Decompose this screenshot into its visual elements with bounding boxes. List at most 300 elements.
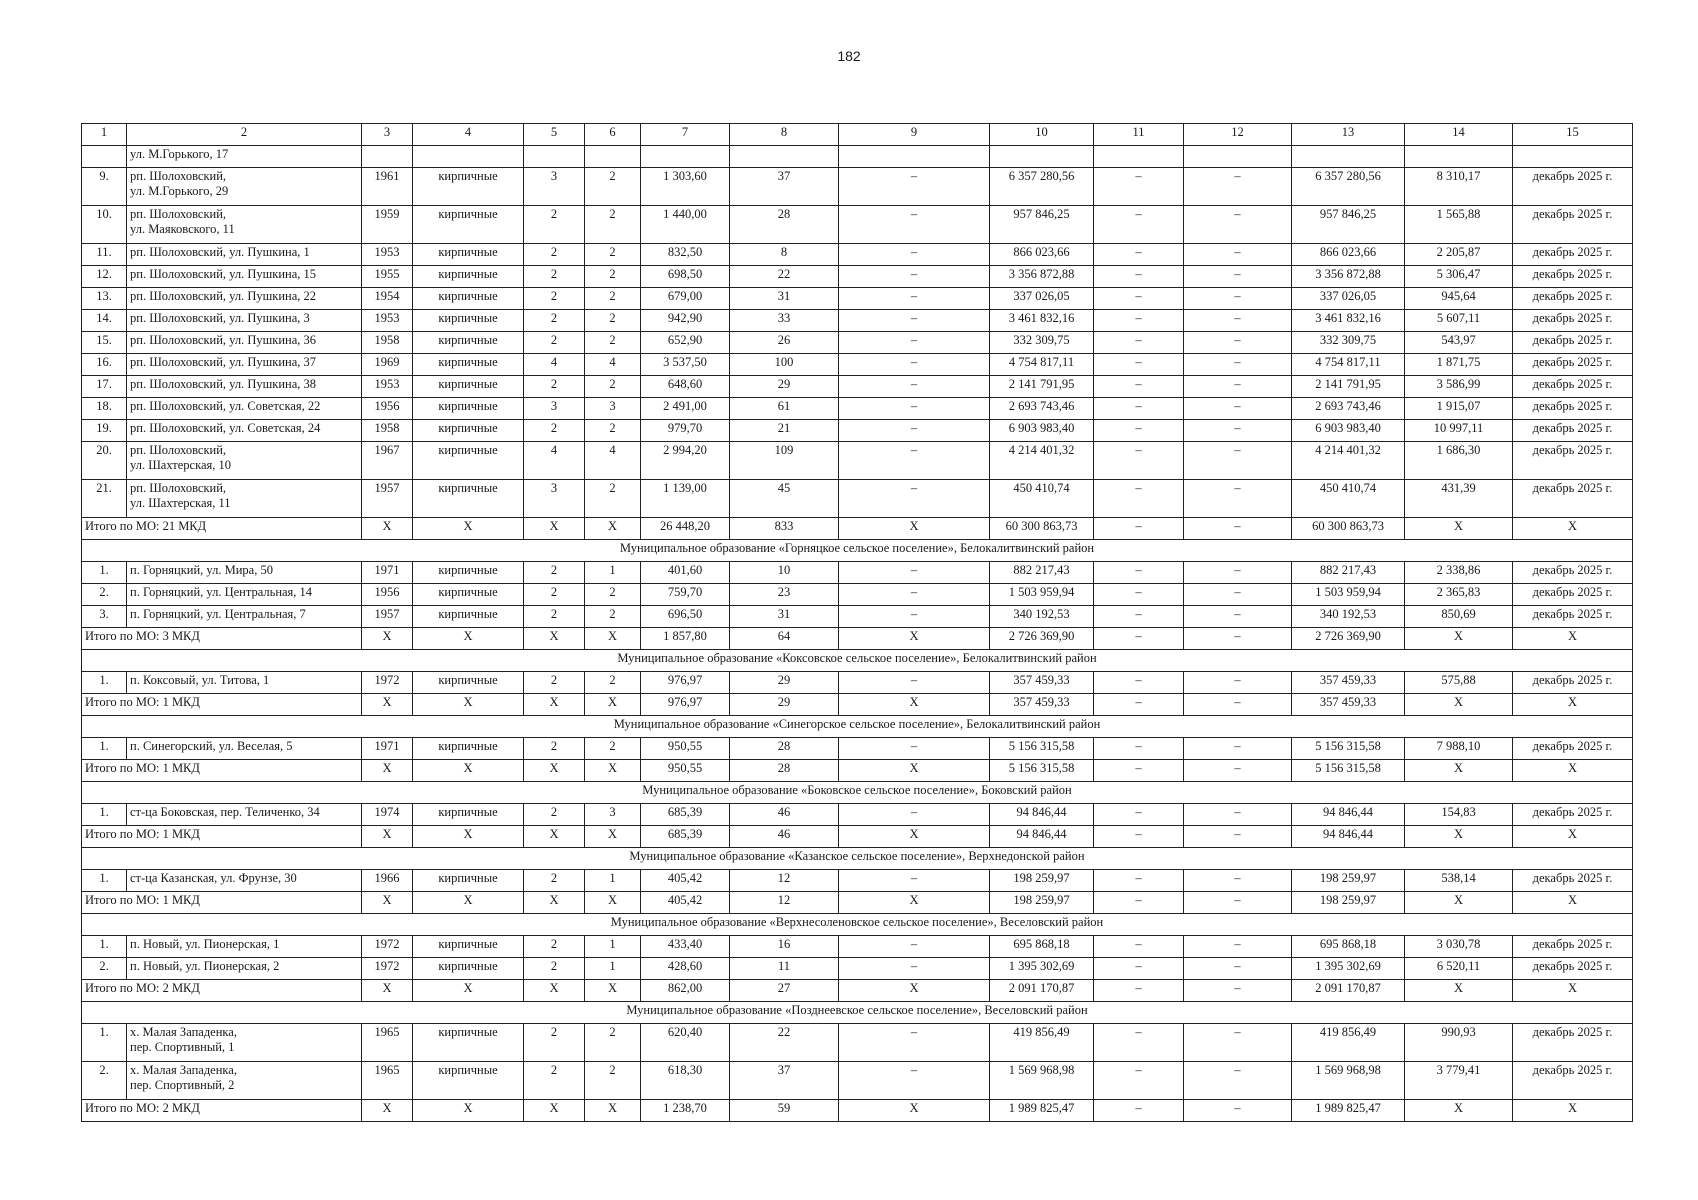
deadline-cell: декабрь 2025 г. bbox=[1513, 562, 1633, 584]
cost-cell: 198 259,97 bbox=[990, 892, 1094, 914]
address-cell: рп. Шолоховский, ул. Пушкина, 1 bbox=[127, 244, 362, 266]
column-number-7: 7 bbox=[641, 124, 730, 146]
col11-cell: – bbox=[1094, 892, 1184, 914]
deadline-cell: X bbox=[1513, 980, 1633, 1002]
area-cell: 862,00 bbox=[641, 980, 730, 1002]
col12-cell: – bbox=[1184, 1024, 1292, 1062]
col14-cell: 3 586,99 bbox=[1405, 376, 1513, 398]
row-number: 14. bbox=[82, 310, 127, 332]
col11-cell: – bbox=[1094, 1062, 1184, 1100]
cost-cell: 4 754 817,11 bbox=[990, 354, 1094, 376]
floors-cell: X bbox=[524, 694, 585, 716]
wall-material-cell: кирпичные bbox=[413, 354, 524, 376]
col12-cell: – bbox=[1184, 628, 1292, 650]
residents-cell: 109 bbox=[730, 442, 839, 480]
table-row bbox=[82, 584, 1633, 606]
address-cell: рп. Шолоховский, ул. Советская, 24 bbox=[127, 420, 362, 442]
area-cell: 428,60 bbox=[641, 958, 730, 980]
address-cell: рп. Шолоховский, ул. Пушкина, 38 bbox=[127, 376, 362, 398]
cost-cell: 357 459,33 bbox=[990, 694, 1094, 716]
col9-cell: – bbox=[839, 442, 990, 480]
table-row bbox=[82, 672, 1633, 694]
col12-cell: – bbox=[1184, 168, 1292, 206]
floors-cell: 2 bbox=[524, 584, 585, 606]
entrances-cell: X bbox=[585, 1100, 641, 1122]
row-number: 1. bbox=[82, 936, 127, 958]
col13-cell: 695 868,18 bbox=[1292, 936, 1405, 958]
empty-cell bbox=[362, 146, 413, 168]
floors-cell: 2 bbox=[524, 562, 585, 584]
deadline-cell: декабрь 2025 г. bbox=[1513, 376, 1633, 398]
residents-cell: 46 bbox=[730, 804, 839, 826]
deadline-cell: декабрь 2025 г. bbox=[1513, 606, 1633, 628]
residents-cell: 61 bbox=[730, 398, 839, 420]
col14-cell: 1 915,07 bbox=[1405, 398, 1513, 420]
floors-cell: 2 bbox=[524, 672, 585, 694]
deadline-cell: декабрь 2025 г. bbox=[1513, 354, 1633, 376]
wall-material-cell: X bbox=[413, 892, 524, 914]
col13-cell: 357 459,33 bbox=[1292, 672, 1405, 694]
table-row bbox=[82, 310, 1633, 332]
column-number-13: 13 bbox=[1292, 124, 1405, 146]
column-number-12: 12 bbox=[1184, 124, 1292, 146]
table-row bbox=[82, 1062, 1633, 1100]
floors-cell: 2 bbox=[524, 288, 585, 310]
col11-cell: – bbox=[1094, 1024, 1184, 1062]
year-cell: 1953 bbox=[362, 376, 413, 398]
col11-cell: – bbox=[1094, 398, 1184, 420]
wall-material-cell: кирпичные bbox=[413, 376, 524, 398]
floors-cell: 2 bbox=[524, 958, 585, 980]
col13-cell: 882 217,43 bbox=[1292, 562, 1405, 584]
col11-cell: – bbox=[1094, 958, 1184, 980]
year-cell: X bbox=[362, 518, 413, 540]
municipality-title: Муниципальное образование «Коксовское сельское поселение», Белокалитвинский район bbox=[82, 650, 1633, 672]
cost-cell: 60 300 863,73 bbox=[990, 518, 1094, 540]
municipality-section-row bbox=[82, 540, 1633, 562]
entrances-cell: 2 bbox=[585, 288, 641, 310]
empty-cell bbox=[1184, 146, 1292, 168]
area-cell: 942,90 bbox=[641, 310, 730, 332]
deadline-cell: X bbox=[1513, 760, 1633, 782]
col11-cell: – bbox=[1094, 738, 1184, 760]
column-number-row bbox=[82, 124, 1633, 146]
floors-cell: 2 bbox=[524, 376, 585, 398]
year-cell: 1956 bbox=[362, 584, 413, 606]
year-cell: 1959 bbox=[362, 206, 413, 244]
empty-cell bbox=[1292, 146, 1405, 168]
col9-cell: X bbox=[839, 518, 990, 540]
total-label: Итого по МО: 1 МКД bbox=[82, 694, 362, 716]
municipality-title: Муниципальное образование «Казанское сельское поселение», Верхнедонской район bbox=[82, 848, 1633, 870]
col12-cell: – bbox=[1184, 738, 1292, 760]
col13-cell: 94 846,44 bbox=[1292, 826, 1405, 848]
col11-cell: – bbox=[1094, 288, 1184, 310]
year-cell: 1961 bbox=[362, 168, 413, 206]
col14-cell: X bbox=[1405, 826, 1513, 848]
col14-cell: 1 871,75 bbox=[1405, 354, 1513, 376]
cost-cell: 1 569 968,98 bbox=[990, 1062, 1094, 1100]
col11-cell: – bbox=[1094, 206, 1184, 244]
residents-cell: 23 bbox=[730, 584, 839, 606]
cost-cell: 957 846,25 bbox=[990, 206, 1094, 244]
row-number: 2. bbox=[82, 584, 127, 606]
cost-cell: 94 846,44 bbox=[990, 826, 1094, 848]
col9-cell: – bbox=[839, 1062, 990, 1100]
col13-cell: 1 503 959,94 bbox=[1292, 584, 1405, 606]
cost-cell: 2 693 743,46 bbox=[990, 398, 1094, 420]
cost-cell: 2 726 369,90 bbox=[990, 628, 1094, 650]
entrances-cell: X bbox=[585, 628, 641, 650]
total-label: Итого по МО: 2 МКД bbox=[82, 1100, 362, 1122]
col12-cell: – bbox=[1184, 442, 1292, 480]
entrances-cell: 2 bbox=[585, 1024, 641, 1062]
address-cell: п. Коксовый, ул. Титова, 1 bbox=[127, 672, 362, 694]
floors-cell: 2 bbox=[524, 332, 585, 354]
col14-cell: X bbox=[1405, 760, 1513, 782]
cost-cell: 695 868,18 bbox=[990, 936, 1094, 958]
total-label: Итого по МО: 3 МКД bbox=[82, 628, 362, 650]
col11-cell: – bbox=[1094, 936, 1184, 958]
col9-cell: – bbox=[839, 562, 990, 584]
wall-material-cell: X bbox=[413, 694, 524, 716]
col9-cell: – bbox=[839, 310, 990, 332]
table-row bbox=[82, 442, 1633, 480]
col11-cell: – bbox=[1094, 628, 1184, 650]
table-row bbox=[82, 1024, 1633, 1062]
col11-cell: – bbox=[1094, 310, 1184, 332]
row-number: 3. bbox=[82, 606, 127, 628]
col14-cell: 7 988,10 bbox=[1405, 738, 1513, 760]
municipality-total-row bbox=[82, 628, 1633, 650]
address-cell: п. Горняцкий, ул. Центральная, 14 bbox=[127, 584, 362, 606]
address-cell: рп. Шолоховский, ул. Шахтерская, 11 bbox=[127, 480, 362, 518]
col12-cell: – bbox=[1184, 826, 1292, 848]
col14-cell: 5 306,47 bbox=[1405, 266, 1513, 288]
year-cell: 1971 bbox=[362, 738, 413, 760]
column-number-14: 14 bbox=[1405, 124, 1513, 146]
row-number: 21. bbox=[82, 480, 127, 518]
cost-cell: 866 023,66 bbox=[990, 244, 1094, 266]
floors-cell: X bbox=[524, 760, 585, 782]
column-number-2: 2 bbox=[127, 124, 362, 146]
cost-cell: 419 856,49 bbox=[990, 1024, 1094, 1062]
table-row bbox=[82, 244, 1633, 266]
address-cell: рп. Шолоховский, ул. Пушкина, 37 bbox=[127, 354, 362, 376]
column-number-15: 15 bbox=[1513, 124, 1633, 146]
entrances-cell: 2 bbox=[585, 206, 641, 244]
deadline-cell: декабрь 2025 г. bbox=[1513, 672, 1633, 694]
floors-cell: 2 bbox=[524, 870, 585, 892]
row-number: 1. bbox=[82, 738, 127, 760]
wall-material-cell: кирпичные bbox=[413, 562, 524, 584]
deadline-cell: декабрь 2025 г. bbox=[1513, 804, 1633, 826]
wall-material-cell: кирпичные bbox=[413, 266, 524, 288]
entrances-cell: 2 bbox=[585, 606, 641, 628]
area-cell: 950,55 bbox=[641, 760, 730, 782]
entrances-cell: 2 bbox=[585, 480, 641, 518]
floors-cell: 2 bbox=[524, 606, 585, 628]
total-label: Итого по МО: 1 МКД bbox=[82, 892, 362, 914]
col12-cell: – bbox=[1184, 518, 1292, 540]
floors-cell: 3 bbox=[524, 480, 585, 518]
residents-cell: 64 bbox=[730, 628, 839, 650]
col13-cell: 4 754 817,11 bbox=[1292, 354, 1405, 376]
wall-material-cell: кирпичные bbox=[413, 244, 524, 266]
cost-cell: 5 156 315,58 bbox=[990, 760, 1094, 782]
deadline-cell: декабрь 2025 г. bbox=[1513, 442, 1633, 480]
table-row bbox=[82, 936, 1633, 958]
address-cell: х. Малая Западенка, пер. Спортивный, 1 bbox=[127, 1024, 362, 1062]
floors-cell: 2 bbox=[524, 206, 585, 244]
area-cell: 759,70 bbox=[641, 584, 730, 606]
deadline-cell: декабрь 2025 г. bbox=[1513, 870, 1633, 892]
entrances-cell: 4 bbox=[585, 354, 641, 376]
empty-cell bbox=[524, 146, 585, 168]
col13-cell: 419 856,49 bbox=[1292, 1024, 1405, 1062]
municipality-section-row bbox=[82, 782, 1633, 804]
entrances-cell: X bbox=[585, 760, 641, 782]
col9-cell: X bbox=[839, 980, 990, 1002]
col11-cell: – bbox=[1094, 672, 1184, 694]
deadline-cell: декабрь 2025 г. bbox=[1513, 244, 1633, 266]
area-cell: 433,40 bbox=[641, 936, 730, 958]
wall-material-cell: кирпичные bbox=[413, 958, 524, 980]
residents-cell: 26 bbox=[730, 332, 839, 354]
municipality-title: Муниципальное образование «Горняцкое сельское поселение», Белокалитвинский район bbox=[82, 540, 1633, 562]
col9-cell: – bbox=[839, 332, 990, 354]
floors-cell: 3 bbox=[524, 168, 585, 206]
continued-address-row bbox=[82, 146, 1633, 168]
floors-cell: 2 bbox=[524, 804, 585, 826]
year-cell: 1967 bbox=[362, 442, 413, 480]
floors-cell: 3 bbox=[524, 398, 585, 420]
col14-cell: 1 565,88 bbox=[1405, 206, 1513, 244]
col13-cell: 866 023,66 bbox=[1292, 244, 1405, 266]
residents-cell: 45 bbox=[730, 480, 839, 518]
table-row bbox=[82, 870, 1633, 892]
col9-cell: X bbox=[839, 1100, 990, 1122]
floors-cell: 2 bbox=[524, 1062, 585, 1100]
col13-cell: 340 192,53 bbox=[1292, 606, 1405, 628]
municipality-section-row bbox=[82, 914, 1633, 936]
col11-cell: – bbox=[1094, 518, 1184, 540]
cost-cell: 4 214 401,32 bbox=[990, 442, 1094, 480]
floors-cell: X bbox=[524, 826, 585, 848]
year-cell: 1966 bbox=[362, 870, 413, 892]
area-cell: 976,97 bbox=[641, 672, 730, 694]
municipality-title: Муниципальное образование «Синегорское сельское поселение», Белокалитвинский район bbox=[82, 716, 1633, 738]
year-cell: X bbox=[362, 1100, 413, 1122]
col9-cell: – bbox=[839, 672, 990, 694]
col13-cell: 198 259,97 bbox=[1292, 870, 1405, 892]
col9-cell: – bbox=[839, 606, 990, 628]
table-row bbox=[82, 376, 1633, 398]
residents-cell: 29 bbox=[730, 694, 839, 716]
row-number: 12. bbox=[82, 266, 127, 288]
floors-cell: 2 bbox=[524, 1024, 585, 1062]
table-row bbox=[82, 420, 1633, 442]
residents-cell: 28 bbox=[730, 738, 839, 760]
col14-cell: 2 338,86 bbox=[1405, 562, 1513, 584]
address-cell: ст-ца Казанская, ул. Фрунзе, 30 bbox=[127, 870, 362, 892]
deadline-cell: декабрь 2025 г. bbox=[1513, 936, 1633, 958]
row-number: 1. bbox=[82, 562, 127, 584]
col13-cell: 5 156 315,58 bbox=[1292, 738, 1405, 760]
area-cell: 685,39 bbox=[641, 804, 730, 826]
wall-material-cell: кирпичные bbox=[413, 480, 524, 518]
year-cell: X bbox=[362, 892, 413, 914]
address-cell: ул. М.Горького, 17 bbox=[127, 146, 362, 168]
entrances-cell: X bbox=[585, 826, 641, 848]
col11-cell: – bbox=[1094, 980, 1184, 1002]
col9-cell: X bbox=[839, 760, 990, 782]
address-cell: рп. Шолоховский, ул. Маяковского, 11 bbox=[127, 206, 362, 244]
col13-cell: 1 989 825,47 bbox=[1292, 1100, 1405, 1122]
address-cell: п. Горняцкий, ул. Мира, 50 bbox=[127, 562, 362, 584]
floors-cell: 2 bbox=[524, 266, 585, 288]
wall-material-cell: кирпичные bbox=[413, 442, 524, 480]
col13-cell: 94 846,44 bbox=[1292, 804, 1405, 826]
col13-cell: 357 459,33 bbox=[1292, 694, 1405, 716]
col13-cell: 2 091 170,87 bbox=[1292, 980, 1405, 1002]
year-cell: 1974 bbox=[362, 804, 413, 826]
cost-cell: 337 026,05 bbox=[990, 288, 1094, 310]
col12-cell: – bbox=[1184, 958, 1292, 980]
column-number-9: 9 bbox=[839, 124, 990, 146]
address-cell: ст-ца Боковская, пер. Теличенко, 34 bbox=[127, 804, 362, 826]
col14-cell: 3 779,41 bbox=[1405, 1062, 1513, 1100]
col12-cell: – bbox=[1184, 694, 1292, 716]
col14-cell: 945,64 bbox=[1405, 288, 1513, 310]
municipality-section-row bbox=[82, 1002, 1633, 1024]
col11-cell: – bbox=[1094, 420, 1184, 442]
deadline-cell: декабрь 2025 г. bbox=[1513, 206, 1633, 244]
row-number: 16. bbox=[82, 354, 127, 376]
col13-cell: 332 309,75 bbox=[1292, 332, 1405, 354]
deadline-cell: декабрь 2025 г. bbox=[1513, 1062, 1633, 1100]
year-cell: 1953 bbox=[362, 310, 413, 332]
deadline-cell: декабрь 2025 г. bbox=[1513, 738, 1633, 760]
deadline-cell: декабрь 2025 г. bbox=[1513, 584, 1633, 606]
entrances-cell: 2 bbox=[585, 672, 641, 694]
entrances-cell: X bbox=[585, 694, 641, 716]
residents-cell: 29 bbox=[730, 376, 839, 398]
col11-cell: – bbox=[1094, 760, 1184, 782]
area-cell: 648,60 bbox=[641, 376, 730, 398]
wall-material-cell: X bbox=[413, 518, 524, 540]
year-cell: 1957 bbox=[362, 480, 413, 518]
deadline-cell: X bbox=[1513, 1100, 1633, 1122]
wall-material-cell: кирпичные bbox=[413, 288, 524, 310]
entrances-cell: X bbox=[585, 518, 641, 540]
residents-cell: 28 bbox=[730, 206, 839, 244]
col12-cell: – bbox=[1184, 892, 1292, 914]
table-row bbox=[82, 266, 1633, 288]
col11-cell: – bbox=[1094, 168, 1184, 206]
col14-cell: X bbox=[1405, 518, 1513, 540]
area-cell: 685,39 bbox=[641, 826, 730, 848]
col12-cell: – bbox=[1184, 584, 1292, 606]
col13-cell: 337 026,05 bbox=[1292, 288, 1405, 310]
col12-cell: – bbox=[1184, 420, 1292, 442]
col14-cell: 990,93 bbox=[1405, 1024, 1513, 1062]
table-row bbox=[82, 398, 1633, 420]
area-cell: 832,50 bbox=[641, 244, 730, 266]
col13-cell: 6 903 983,40 bbox=[1292, 420, 1405, 442]
address-cell: п. Горняцкий, ул. Центральная, 7 bbox=[127, 606, 362, 628]
municipality-section-row bbox=[82, 650, 1633, 672]
empty-cell bbox=[1094, 146, 1184, 168]
floors-cell: 2 bbox=[524, 936, 585, 958]
area-cell: 976,97 bbox=[641, 694, 730, 716]
year-cell: 1971 bbox=[362, 562, 413, 584]
col11-cell: – bbox=[1094, 266, 1184, 288]
municipality-section-row bbox=[82, 716, 1633, 738]
empty-cell bbox=[1513, 146, 1633, 168]
year-cell: 1956 bbox=[362, 398, 413, 420]
cost-cell: 2 141 791,95 bbox=[990, 376, 1094, 398]
address-cell: рп. Шолоховский, ул. Советская, 22 bbox=[127, 398, 362, 420]
wall-material-cell: X bbox=[413, 826, 524, 848]
total-label: Итого по МО: 1 МКД bbox=[82, 826, 362, 848]
area-cell: 405,42 bbox=[641, 870, 730, 892]
col13-cell: 1 569 968,98 bbox=[1292, 1062, 1405, 1100]
col13-cell: 3 356 872,88 bbox=[1292, 266, 1405, 288]
col14-cell: 5 607,11 bbox=[1405, 310, 1513, 332]
table-row bbox=[82, 804, 1633, 826]
deadline-cell: X bbox=[1513, 628, 1633, 650]
deadline-cell: декабрь 2025 г. bbox=[1513, 288, 1633, 310]
entrances-cell: 2 bbox=[585, 1062, 641, 1100]
municipality-total-row bbox=[82, 980, 1633, 1002]
row-number: 13. bbox=[82, 288, 127, 310]
area-cell: 698,50 bbox=[641, 266, 730, 288]
total-label: Итого по МО: 2 МКД bbox=[82, 980, 362, 1002]
cost-cell: 198 259,97 bbox=[990, 870, 1094, 892]
col14-cell: X bbox=[1405, 694, 1513, 716]
residents-cell: 37 bbox=[730, 168, 839, 206]
address-cell: рп. Шолоховский, ул. М.Горького, 29 bbox=[127, 168, 362, 206]
area-cell: 618,30 bbox=[641, 1062, 730, 1100]
wall-material-cell: X bbox=[413, 628, 524, 650]
total-label: Итого по МО: 21 МКД bbox=[82, 518, 362, 540]
residents-cell: 12 bbox=[730, 892, 839, 914]
deadline-cell: декабрь 2025 г. bbox=[1513, 332, 1633, 354]
col9-cell: – bbox=[839, 168, 990, 206]
col9-cell: – bbox=[839, 244, 990, 266]
cost-cell: 1 989 825,47 bbox=[990, 1100, 1094, 1122]
deadline-cell: декабрь 2025 г. bbox=[1513, 168, 1633, 206]
residents-cell: 21 bbox=[730, 420, 839, 442]
deadline-cell: декабрь 2025 г. bbox=[1513, 310, 1633, 332]
col9-cell: X bbox=[839, 694, 990, 716]
col14-cell: 575,88 bbox=[1405, 672, 1513, 694]
wall-material-cell: кирпичные bbox=[413, 606, 524, 628]
col13-cell: 6 357 280,56 bbox=[1292, 168, 1405, 206]
year-cell: 1955 bbox=[362, 266, 413, 288]
column-number-3: 3 bbox=[362, 124, 413, 146]
table-row bbox=[82, 738, 1633, 760]
col12-cell: – bbox=[1184, 376, 1292, 398]
total-label: Итого по МО: 1 МКД bbox=[82, 760, 362, 782]
col9-cell: – bbox=[839, 1024, 990, 1062]
area-cell: 401,60 bbox=[641, 562, 730, 584]
deadline-cell: декабрь 2025 г. bbox=[1513, 398, 1633, 420]
col11-cell: – bbox=[1094, 480, 1184, 518]
year-cell: 1972 bbox=[362, 936, 413, 958]
table-body bbox=[82, 124, 1633, 1122]
